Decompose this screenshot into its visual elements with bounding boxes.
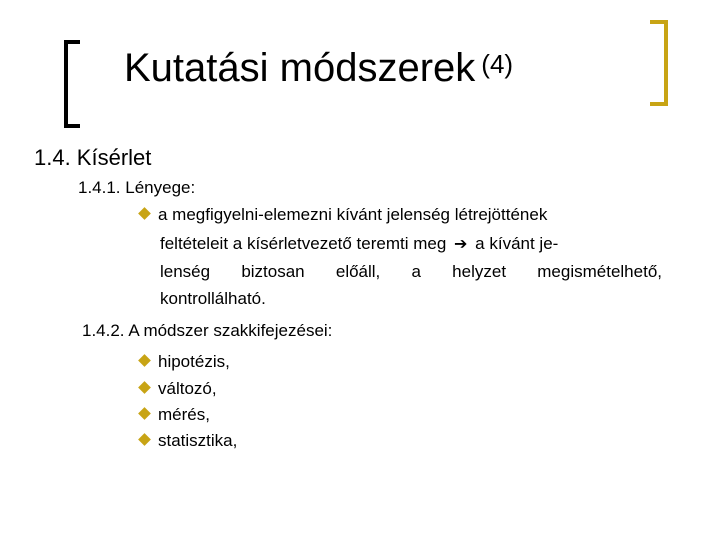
slide-title-number: (4)	[481, 49, 514, 79]
list-item	[140, 377, 217, 401]
slide-title	[124, 44, 513, 92]
diamond-bullet-icon	[138, 407, 151, 420]
subsection-heading-1: 1.4.1. Lényege:	[78, 178, 196, 197]
paragraph-continuation	[160, 230, 662, 312]
list-item	[140, 203, 547, 227]
list-item-text: statisztika,	[158, 431, 238, 450]
diamond-bullet-icon	[138, 433, 151, 446]
list-item-text: változó,	[158, 379, 217, 398]
paragraph-line: lenség biztosan előáll, a helyzet megismételhető,	[160, 262, 662, 281]
slide-title-text: Kutatási módszerek	[124, 46, 476, 90]
list-item	[140, 350, 230, 374]
right-bracket-decoration	[650, 20, 668, 106]
subsection-heading-2: 1.4.2. A módszer szakkifejezései:	[82, 321, 333, 340]
diamond-bullet-icon	[138, 207, 151, 220]
section-heading: 1.4. Kísérlet	[34, 145, 152, 170]
diamond-bullet-icon	[138, 354, 151, 367]
diamond-bullet-icon	[138, 381, 151, 394]
list-item-text: mérés,	[158, 405, 210, 424]
list-item	[140, 429, 237, 453]
paragraph-line	[160, 230, 662, 258]
list-item-text: a megfigyelni-elemezni kívánt jelenség létrejöttének	[158, 205, 548, 224]
list-item	[140, 403, 210, 427]
list-item-text: hipotézis,	[158, 352, 230, 371]
paragraph-line-text: a kívánt je-	[475, 234, 559, 253]
left-bracket-decoration	[64, 40, 80, 128]
right-arrow-icon: ➔	[454, 236, 468, 253]
paragraph-line-text: feltételeit a kísérletvezető teremti meg	[160, 234, 447, 253]
paragraph-line: kontrollálható.	[160, 289, 266, 308]
